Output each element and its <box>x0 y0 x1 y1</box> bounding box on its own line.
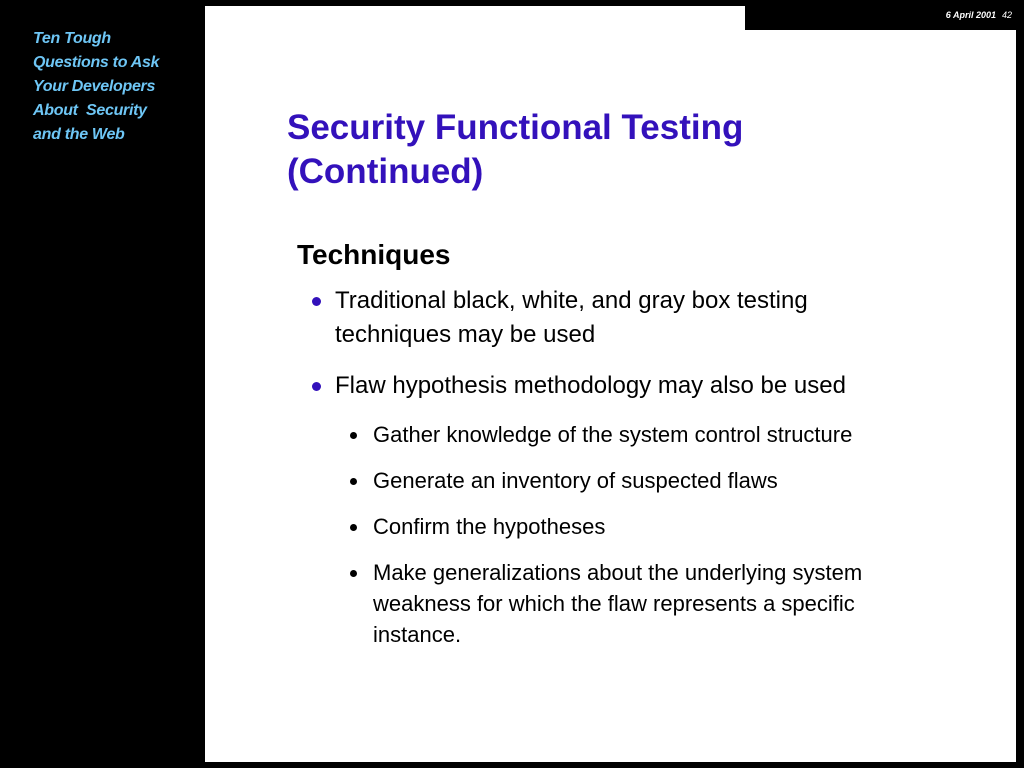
bullet-text-line: Traditional black, white, and gray box testing <box>335 287 808 314</box>
date-label: 6 April 2001 <box>945 10 996 20</box>
sidebar-title-line: and the Web <box>33 126 125 143</box>
bullet-dot-icon <box>312 382 321 391</box>
header-bar <box>745 0 1024 30</box>
sub-bullet-text-line: Confirm the hypotheses <box>373 514 606 539</box>
bullet-dot-icon <box>312 297 321 306</box>
sidebar-title-line: Your Developers <box>33 78 156 95</box>
bullet-item <box>335 369 975 403</box>
sub-bullet-item <box>373 419 973 450</box>
bullet-item <box>335 284 975 352</box>
sub-bullet-text-line: Make generalizations about the underlying system <box>373 560 863 585</box>
sub-bullet-text-line: weakness for which the flaw represents a specific <box>373 591 855 616</box>
slide-title <box>287 106 987 194</box>
sub-bullet-dot-icon <box>350 524 357 531</box>
sidebar-title <box>33 27 193 147</box>
sub-bullet-dot-icon <box>350 432 357 439</box>
sidebar-title-line: Questions to Ask <box>33 54 160 71</box>
sidebar-title-line: About Security <box>33 102 147 119</box>
sub-bullet-text-line: instance. <box>373 622 462 647</box>
slide-title-line: (Continued) <box>287 152 484 191</box>
bullet-text-line: Flaw hypothesis methodology may also be used <box>335 372 846 399</box>
sub-bullet-text-line: Generate an inventory of suspected flaws <box>373 468 778 493</box>
sub-bullet-item <box>373 511 973 542</box>
page-number: 42 <box>1001 10 1012 20</box>
bullet-text-line: techniques may be used <box>335 321 596 348</box>
sub-bullet-dot-icon <box>350 570 357 577</box>
sub-bullet-dot-icon <box>350 478 357 485</box>
slide-title-line: Security Functional Testing <box>287 108 744 147</box>
sub-bullet-item <box>373 557 973 650</box>
sidebar-title-line: Ten Tough <box>33 30 111 47</box>
sub-bullet-text-line: Gather knowledge of the system control structure <box>373 422 853 447</box>
sub-bullet-item <box>373 465 973 496</box>
section-heading: Techniques <box>297 239 451 270</box>
